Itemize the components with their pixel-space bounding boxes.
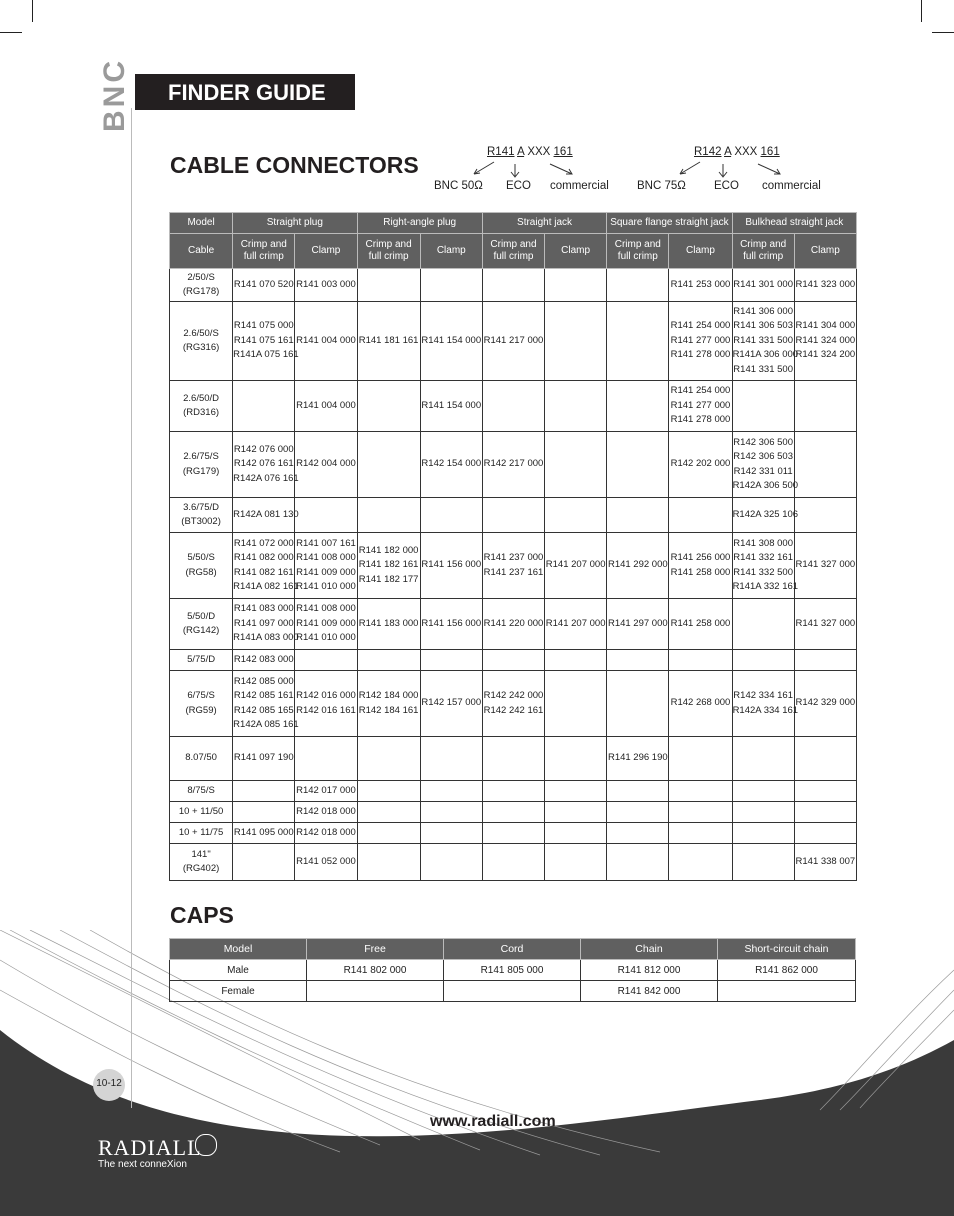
header-subcolumn: Crimp and full crimp (357, 234, 420, 269)
part-number-cell: R141 253 000 (669, 269, 732, 302)
part-number-cell: R142 018 000 (295, 802, 357, 823)
header-model: Model (170, 213, 233, 234)
part-number-cell (357, 844, 420, 881)
website-link[interactable]: www.radiall.com (430, 1113, 556, 1130)
part-number-cell (607, 432, 669, 498)
finder-guide-banner (135, 74, 355, 110)
part-number-cell (545, 381, 607, 432)
part-number-cell (482, 781, 544, 802)
part-number-cell (233, 381, 295, 432)
part-number-cell: R141 083 000 R141 097 000 R141A 083 000 (233, 599, 295, 650)
part-number-cell (482, 737, 544, 781)
part-number-cell (482, 650, 544, 671)
part-number-cell (669, 498, 732, 533)
part-number-cell: R141 338 007 (794, 844, 856, 881)
part-number-cell (607, 823, 669, 844)
side-title: BNC (98, 58, 131, 132)
part-number-cell (669, 802, 732, 823)
table-row (170, 432, 857, 498)
part-number-cell: R141 292 000 (607, 533, 669, 599)
table-row (170, 781, 857, 802)
logo-emblem-icon (195, 1134, 217, 1156)
cable-cell: 8/75/S (170, 781, 233, 802)
header-group: Right-angle plug (357, 213, 482, 234)
part-number-cell: R142 154 000 (420, 432, 482, 498)
caps-cell (307, 981, 444, 1002)
part-number-cell: R142 016 000 R142 016 161 (295, 671, 357, 737)
part-number-cell (732, 381, 794, 432)
part-number-cell: R141 052 000 (295, 844, 357, 881)
header-subcolumn: Clamp (794, 234, 856, 269)
part-number-cell (545, 802, 607, 823)
table-row (170, 823, 857, 844)
caps-cell: R141 805 000 (444, 960, 581, 981)
part-number-cell (732, 737, 794, 781)
part-number-cell (420, 269, 482, 302)
part-number-cell: R141 181 161 (357, 302, 420, 381)
part-number-cell (357, 781, 420, 802)
part-number-cell (482, 802, 544, 823)
caps-cell: R141 862 000 (718, 960, 856, 981)
part-number-cell (545, 823, 607, 844)
table-row (170, 269, 857, 302)
table-row (170, 498, 857, 533)
crop-mark (32, 0, 33, 22)
header-subcolumn: Clamp (669, 234, 732, 269)
cable-cell: 2.6/50/S (RG316) (170, 302, 233, 381)
part-number-cell (545, 650, 607, 671)
part-number-cell: R141 301 000 (732, 269, 794, 302)
section-title-caps: CAPS (170, 902, 234, 928)
page-number-badge (93, 1069, 125, 1101)
part-number-cell (295, 737, 357, 781)
part-number-cell: R141 296 190 (607, 737, 669, 781)
part-number-cell: R141 304 000 R141 324 000 R141 324 200 (794, 302, 856, 381)
header-cable: Cable (170, 234, 233, 269)
table-row (170, 302, 857, 381)
part-number-cell (357, 737, 420, 781)
part-number-cell (357, 381, 420, 432)
part-number-cell (545, 302, 607, 381)
part-number-cell: R141 008 000 R141 009 000 R141 010 000 (295, 599, 357, 650)
part-number-cell (732, 844, 794, 881)
caps-header: Cord (444, 939, 581, 960)
table-row (170, 599, 857, 650)
part-number-cell: R141 003 000 (295, 269, 357, 302)
header-group: Square flange straight jack (607, 213, 732, 234)
side-divider (131, 108, 132, 1108)
part-number-cell: R141 072 000 R141 082 000 R141 082 161 R141A 082 161 (233, 533, 295, 599)
cable-cell: 10 + 11/50 (170, 802, 233, 823)
header-subcolumn: Crimp and full crimp (732, 234, 794, 269)
header-subcolumn: Clamp (420, 234, 482, 269)
header-group: Bulkhead straight jack (732, 213, 856, 234)
caps-row (170, 960, 856, 981)
part-number-cell: R141 327 000 (794, 599, 856, 650)
part-number-cell (607, 302, 669, 381)
cable-cell: 2.6/75/S (RG179) (170, 432, 233, 498)
cable-cell: 6/75/S (RG59) (170, 671, 233, 737)
part-number-cell (732, 781, 794, 802)
table-row (170, 737, 857, 781)
part-number-cell: R141 004 000 (295, 302, 357, 381)
part-number-cell (545, 432, 607, 498)
crop-mark (0, 32, 22, 33)
part-number-cell (545, 781, 607, 802)
part-number-cell: R141 323 000 (794, 269, 856, 302)
part-number-cell (420, 781, 482, 802)
part-number-cell (794, 737, 856, 781)
part-number-cell: R142 004 000 (295, 432, 357, 498)
part-number-cell (607, 269, 669, 302)
crop-mark (921, 0, 922, 22)
part-number-cell: R142A 325 106 (732, 498, 794, 533)
part-number-cell (482, 269, 544, 302)
part-number-cell (420, 737, 482, 781)
part-number-cell (794, 432, 856, 498)
part-number-cell: R141 254 000 R141 277 000 R141 278 000 (669, 381, 732, 432)
part-number-cell (669, 650, 732, 671)
part-number-cell: R141 004 000 (295, 381, 357, 432)
part-number-cell: R141 070 520 (233, 269, 295, 302)
part-number-cell: R141 183 000 (357, 599, 420, 650)
part-number-cell: R141 217 000 (482, 302, 544, 381)
caps-header: Chain (581, 939, 718, 960)
part-number-cell (732, 599, 794, 650)
caps-header: Model (170, 939, 307, 960)
part-number-cell (732, 802, 794, 823)
part-number-cell: R141 095 000 (233, 823, 295, 844)
part-number-cell: R141 097 190 (233, 737, 295, 781)
cable-cell: 141" (RG402) (170, 844, 233, 881)
cable-cell: 5/75/D (170, 650, 233, 671)
cable-cell: 2.6/50/D (RD316) (170, 381, 233, 432)
legend-arrows (464, 160, 594, 182)
part-number-cell: R142 184 000 R142 184 161 (357, 671, 420, 737)
part-number-cell: R142 334 161 R142A 334 161 (732, 671, 794, 737)
part-number-cell: R141 256 000 R141 258 000 (669, 533, 732, 599)
part-number-cell (482, 823, 544, 844)
part-number-cell: R142A 081 130 (233, 498, 295, 533)
part-number-cell (607, 781, 669, 802)
part-number-cell (357, 823, 420, 844)
caps-cell (444, 981, 581, 1002)
part-number-cell (669, 781, 732, 802)
banner-title: FINDER GUIDE (168, 80, 326, 105)
part-number-cell: R142 306 500 R142 306 503 R142 331 011 R142A 306 500 (732, 432, 794, 498)
cable-cell: 8.07/50 (170, 737, 233, 781)
part-number-cell (482, 498, 544, 533)
header-subcolumn: Clamp (545, 234, 607, 269)
part-number-cell (357, 650, 420, 671)
part-number-cell (545, 844, 607, 881)
part-number-cell: R141 156 000 (420, 599, 482, 650)
cable-cell: 5/50/D (RG142) (170, 599, 233, 650)
part-number-cell (607, 498, 669, 533)
part-number-cell (545, 671, 607, 737)
part-number-cell (420, 844, 482, 881)
cable-cell: 3.6/75/D (BT3002) (170, 498, 233, 533)
part-number-cell (420, 498, 482, 533)
part-number-cell: R141 207 000 (545, 533, 607, 599)
part-number-cell (295, 498, 357, 533)
header-subcolumn: Crimp and full crimp (482, 234, 544, 269)
part-number-cell: R141 220 000 (482, 599, 544, 650)
part-number-cell: R141 075 000 R141 075 161 R141A 075 161 (233, 302, 295, 381)
part-number-cell (482, 844, 544, 881)
part-number-cell: R141 156 000 (420, 533, 482, 599)
part-number-cell (233, 802, 295, 823)
part-number-cell (794, 781, 856, 802)
part-number-cell: R142 217 000 (482, 432, 544, 498)
caps-cell: R141 842 000 (581, 981, 718, 1002)
part-number-cell (607, 381, 669, 432)
table-row (170, 844, 857, 881)
part-number-cell (357, 432, 420, 498)
part-number-cell (233, 781, 295, 802)
page-number: 10-12 (96, 1078, 122, 1089)
part-number-cell (669, 737, 732, 781)
part-number-cell: R141 182 000 R141 182 161 R141 182 177 (357, 533, 420, 599)
part-number-cell (794, 823, 856, 844)
legend-arrows (670, 160, 800, 182)
table-row (170, 802, 857, 823)
part-number-cell (357, 802, 420, 823)
cable-cell: 5/50/S (RG58) (170, 533, 233, 599)
caps-header: Free (307, 939, 444, 960)
caps-table (169, 938, 856, 1002)
part-number-cell: R142 157 000 (420, 671, 482, 737)
part-number-cell: R141 207 000 (545, 599, 607, 650)
part-number-cell: R141 154 000 (420, 302, 482, 381)
header-subcolumn: Clamp (295, 234, 357, 269)
header-subcolumn: Crimp and full crimp (233, 234, 295, 269)
header-group: Straight jack (482, 213, 606, 234)
part-number-cell: R142 202 000 (669, 432, 732, 498)
part-number-cell (732, 650, 794, 671)
part-number-cell (420, 802, 482, 823)
caps-header: Short-circuit chain (718, 939, 856, 960)
part-number-cell (669, 823, 732, 844)
radiall-logo (98, 1135, 202, 1170)
part-number-cell (732, 823, 794, 844)
caps-cell: Male (170, 960, 307, 981)
part-number-cell: R141 254 000 R141 277 000 R141 278 000 (669, 302, 732, 381)
part-number-cell (607, 671, 669, 737)
logo-wordmark: RADIALL (98, 1135, 202, 1160)
caps-cell: R141 812 000 (581, 960, 718, 981)
part-number-cell: R141 306 000 R141 306 503 R141 331 500 R141A 306 000 R141 331 500 (732, 302, 794, 381)
part-number-cell: R141 297 000 (607, 599, 669, 650)
part-number-cell: R142 076 000 R142 076 161 R142A 076 161 (233, 432, 295, 498)
part-number-cell: R142 242 000 R142 242 161 (482, 671, 544, 737)
part-number-cell: R142 085 000 R142 085 161 R142 085 165 R142A 085 161 (233, 671, 295, 737)
part-number-cell (482, 381, 544, 432)
part-number-cell (545, 498, 607, 533)
header-group: Straight plug (233, 213, 357, 234)
part-number-cell: R141 308 000 R141 332 161 R141 332 500 R141A 332 161 (732, 533, 794, 599)
part-number-cell (607, 650, 669, 671)
cable-cell: 10 + 11/75 (170, 823, 233, 844)
part-number-cell (607, 844, 669, 881)
caps-cell: Female (170, 981, 307, 1002)
part-number-cell (357, 269, 420, 302)
part-number-cell: R142 329 000 (794, 671, 856, 737)
part-number-cell (607, 802, 669, 823)
table-row (170, 381, 857, 432)
caps-row (170, 981, 856, 1002)
part-number-cell (420, 823, 482, 844)
part-number-cell (295, 650, 357, 671)
part-number-cell: R141 007 161 R141 008 000 R141 009 000 R141 010 000 (295, 533, 357, 599)
part-number-cell (545, 269, 607, 302)
part-number-cell: R142 017 000 (295, 781, 357, 802)
part-number-cell (794, 650, 856, 671)
part-number-cell (545, 737, 607, 781)
caps-cell: R141 802 000 (307, 960, 444, 981)
part-number-cell: R142 268 000 (669, 671, 732, 737)
part-number-cell (794, 381, 856, 432)
section-title-cable-connectors: CABLE CONNECTORS (170, 152, 419, 178)
part-number-cell (357, 498, 420, 533)
part-number-cell: R141 237 000 R141 237 161 (482, 533, 544, 599)
part-number-cell (794, 498, 856, 533)
caps-cell (718, 981, 856, 1002)
crop-mark (932, 32, 954, 33)
table-row (170, 650, 857, 671)
part-number-cell (794, 802, 856, 823)
table-row (170, 533, 857, 599)
part-number-cell: R141 258 000 (669, 599, 732, 650)
part-number-cell (420, 650, 482, 671)
part-number-cell (233, 844, 295, 881)
part-number-cell: R141 327 000 (794, 533, 856, 599)
header-subcolumn: Crimp and full crimp (607, 234, 669, 269)
part-number-cell (669, 844, 732, 881)
cable-cell: 2/50/S (RG178) (170, 269, 233, 302)
part-number-cell: R142 083 000 (233, 650, 295, 671)
cable-connectors-table (169, 212, 857, 881)
table-row (170, 671, 857, 737)
part-number-cell: R142 018 000 (295, 823, 357, 844)
logo-tagline: The next conneXion (98, 1159, 187, 1170)
part-number-cell: R141 154 000 (420, 381, 482, 432)
